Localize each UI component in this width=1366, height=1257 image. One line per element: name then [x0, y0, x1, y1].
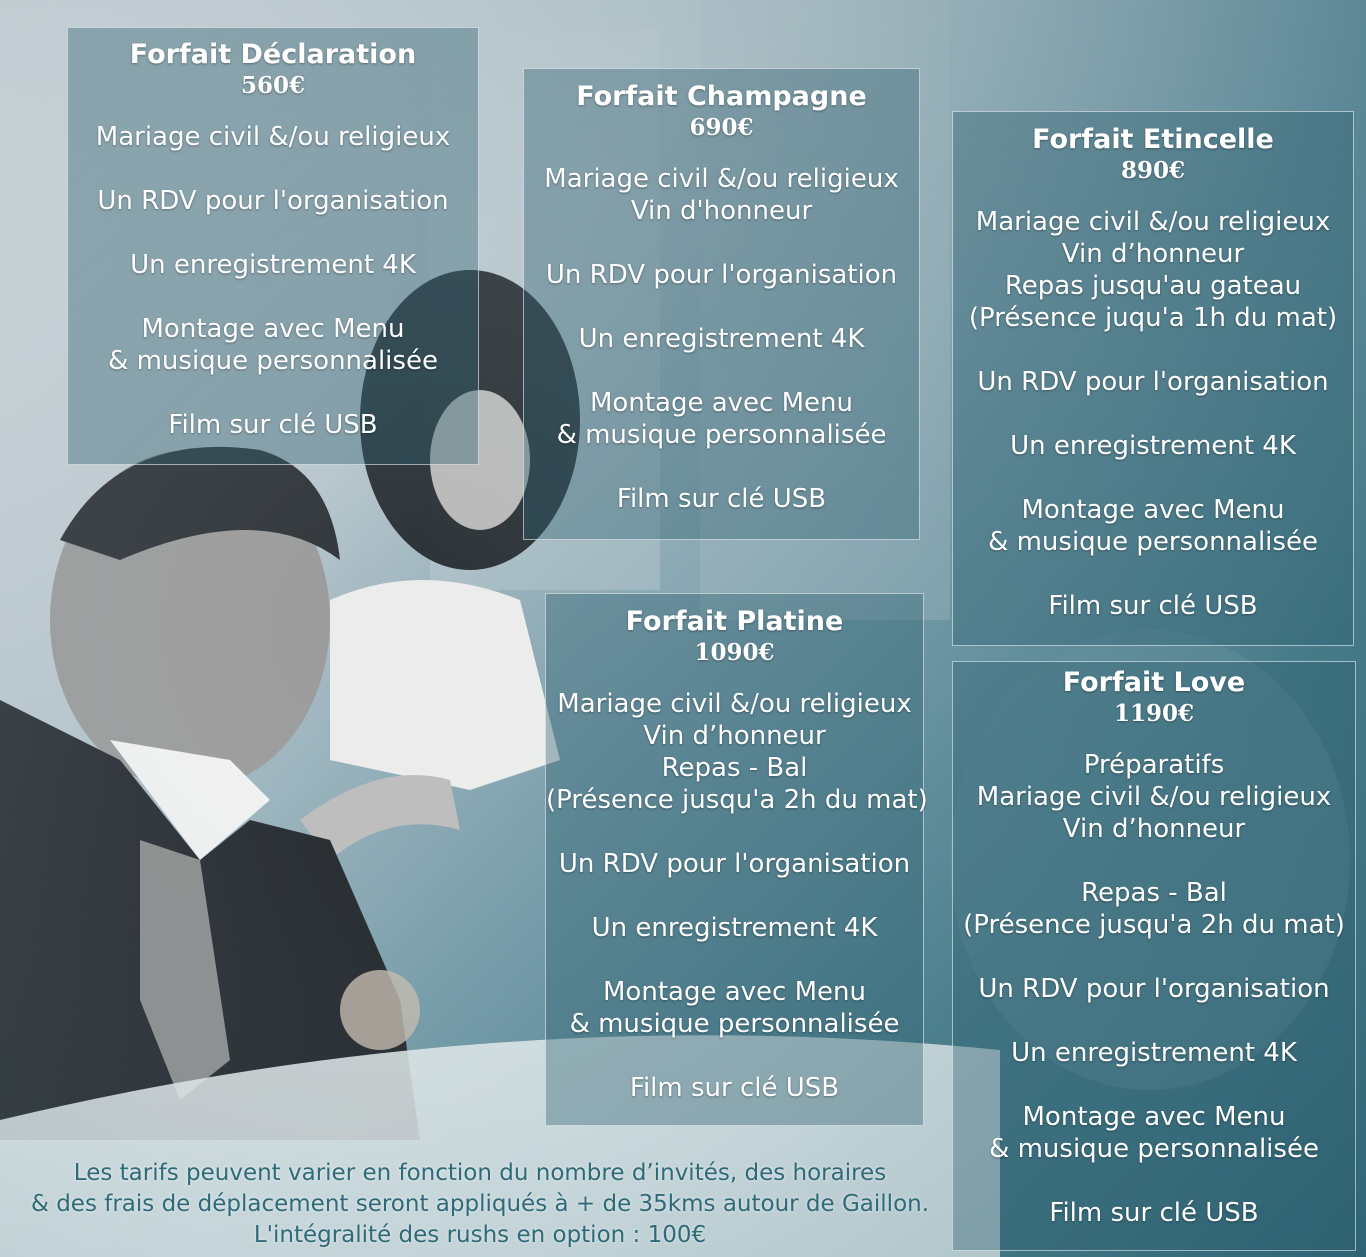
feature-line: Vin d’honneur [1061, 239, 1245, 269]
feature-line: Vin d'honneur [630, 196, 813, 226]
feature-line: Mariage civil &/ou religieux [544, 164, 899, 194]
feature-item [953, 973, 1355, 1005]
feature-item [524, 323, 919, 355]
package-title: Forfait Platine [625, 606, 844, 637]
feature-line: (Présence jusqu'a 2h du mat) [963, 910, 1345, 940]
feature-line: Vin d’honneur [1062, 814, 1246, 844]
feature-line: Un RDV pour l'organisation [977, 367, 1329, 397]
feature-line: Mariage civil &/ou religieux [557, 689, 912, 719]
feature-item [68, 409, 478, 441]
feature-item [524, 259, 919, 291]
feature-line: Montage avec Menu [1022, 1102, 1286, 1132]
feature-line: Film sur clé USB [168, 410, 378, 440]
package-title: Forfait Love [1062, 667, 1246, 698]
feature-line: Film sur clé USB [616, 484, 827, 514]
package-price: 690€ [689, 114, 754, 141]
feature-item [953, 1101, 1355, 1165]
feature-line: & musique personnalisée [569, 1009, 900, 1039]
feature-line: Un RDV pour l'organisation [978, 974, 1330, 1004]
feature-line: Un RDV pour l'organisation [558, 849, 911, 879]
package-features [546, 688, 928, 1104]
feature-item [524, 163, 919, 227]
footnote-line: Les tarifs peuvent varier en fonction du nombre d’invités, des horaires [73, 1160, 887, 1186]
package-card-love [952, 661, 1356, 1251]
feature-item [68, 121, 478, 153]
feature-line: Un enregistrement 4K [591, 913, 878, 943]
package-title: Forfait Déclaration [129, 39, 417, 70]
package-features [953, 206, 1353, 622]
package-card-etincelle [952, 111, 1354, 646]
feature-line: Préparatifs [1083, 750, 1225, 780]
package-features [953, 749, 1355, 1229]
feature-line: Un enregistrement 4K [1010, 431, 1296, 461]
feature-line: Un RDV pour l'organisation [545, 260, 898, 290]
feature-line: Vin d’honneur [643, 721, 826, 751]
feature-item [68, 313, 478, 377]
feature-item [68, 249, 478, 281]
package-price: 1090€ [694, 639, 775, 666]
feature-line: Un enregistrement 4K [578, 324, 865, 354]
feature-line: Mariage civil &/ou religieux [976, 782, 1332, 812]
footnote-line: & des frais de déplacement seront appliqués à + de 35kms autour de Gaillon. [30, 1191, 930, 1217]
feature-line: Repas - Bal [661, 753, 808, 783]
pricing-footnote [0, 1158, 960, 1251]
feature-line: & musique personnalisée [989, 1134, 1319, 1164]
feature-item [953, 590, 1353, 622]
feature-item [546, 848, 923, 880]
feature-line: Montage avec Menu [590, 388, 853, 418]
feature-line: Montage avec Menu [1021, 495, 1285, 525]
package-price: 890€ [1120, 157, 1185, 184]
feature-item [524, 387, 919, 451]
feature-line: Montage avec Menu [603, 977, 866, 1007]
feature-item [953, 877, 1355, 941]
feature-line: Un enregistrement 4K [130, 250, 416, 280]
feature-item [524, 483, 919, 515]
feature-line: Film sur clé USB [1049, 1198, 1259, 1228]
feature-line: Mariage civil &/ou religieux [95, 122, 451, 152]
feature-line: Repas jusqu'au gateau [1004, 271, 1302, 301]
feature-line: (Présence juqu'a 1h du mat) [968, 303, 1338, 333]
package-card-platine [545, 593, 928, 1126]
feature-item [953, 494, 1353, 558]
feature-line: Mariage civil &/ou religieux [975, 207, 1331, 237]
feature-item [953, 749, 1355, 845]
package-card-declaration [67, 27, 479, 465]
package-card-champagne [523, 68, 920, 540]
feature-line: Film sur clé USB [629, 1073, 840, 1103]
feature-item [546, 912, 923, 944]
feature-line: & musique personnalisée [108, 346, 438, 376]
package-title: Forfait Etincelle [1032, 124, 1274, 155]
feature-line: & musique personnalisée [556, 420, 887, 450]
feature-line: & musique personnalisée [988, 527, 1318, 557]
feature-item [546, 688, 928, 816]
package-features [68, 121, 478, 441]
package-price: 560€ [240, 72, 305, 99]
package-features [524, 163, 919, 515]
feature-line: Film sur clé USB [1048, 591, 1258, 621]
feature-item [953, 430, 1353, 462]
feature-item [953, 366, 1353, 398]
footnote-line: L'intégralité des rushs en option : 100€ [253, 1222, 707, 1248]
feature-line: Montage avec Menu [141, 314, 405, 344]
package-price: 1190€ [1113, 700, 1195, 727]
feature-line: Repas - Bal [1081, 878, 1227, 908]
feature-line: Un RDV pour l'organisation [97, 186, 449, 216]
feature-item [953, 206, 1353, 334]
feature-item [953, 1037, 1355, 1069]
feature-item [68, 185, 478, 217]
feature-item [546, 1072, 923, 1104]
feature-item [953, 1197, 1355, 1229]
feature-line: (Présence jusqu'a 2h du mat) [546, 785, 928, 815]
feature-line: Un enregistrement 4K [1011, 1038, 1297, 1068]
package-title: Forfait Champagne [576, 81, 867, 112]
feature-item [546, 976, 923, 1040]
